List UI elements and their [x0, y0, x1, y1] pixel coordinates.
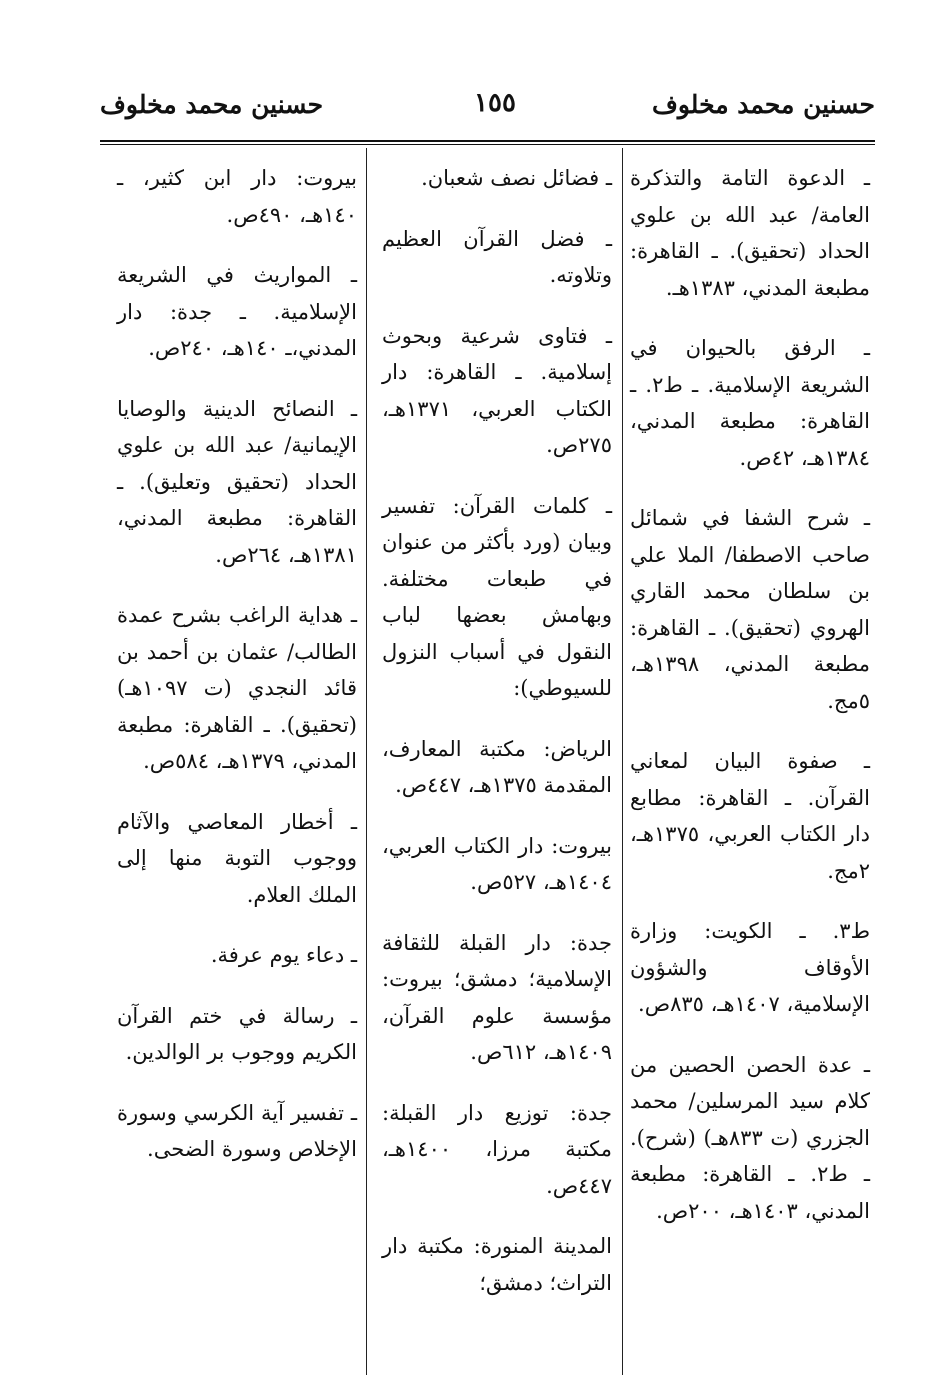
bibliography-entry: ـ فضل القرآن العظيم وتلاوته. [382, 226, 612, 287]
bibliography-entry: ـ كلمات القرآن: تفسير وبيان (ورد بأكثر من عنوان في طبعات مختلفة. وبهامش بعضها لباب النقول في أسباب النزول للسيوطي): [382, 493, 612, 700]
bibliography-entry: ـ النصائح الدينية والوصايا الإيمانية/ عبد الله بن علوي الحداد (تحقيق وتعليق). ـ القاهرة: مطبعة المدني، ١٣٨١هـ، ٢٦٤ص. [117, 396, 357, 567]
bibliography-entry: الرياض: مكتبة المعارف، المقدمة ١٣٧٥هـ، ٤٤٧ص. [382, 736, 612, 797]
running-head-right: حسنين محمد مخلوف [651, 90, 875, 119]
page-header [100, 82, 875, 142]
header-rule [100, 140, 875, 142]
bibliography-entry: ط٣. ـ الكويت: وزارة الأوقاف والشؤون الإسلامية، ١٤٠٧هـ، ٨٣٥ص. [630, 919, 870, 1016]
bibliography-entry: ـ فتاوى شرعية وبحوث إسلامية. ـ القاهرة: دار الكتاب العربي، ١٣٧١هـ، ٢٧٥ص. [382, 323, 612, 457]
bibliography-entry: جدة: دار القبلة للثقافة الإسلامية؛ دمشق؛ بيروت: مؤسسة علوم القرآن، ١٤٠٩هـ، ٦١٢ص. [382, 930, 612, 1064]
column-divider-left [366, 148, 367, 1375]
running-head-left: حسنين محمد مخلوف [100, 90, 324, 119]
header-rule-thin [100, 144, 875, 145]
bibliography-entry: ـ عدة الحصن الحصين من كلام سيد المرسلين/ محمد الجزري (ت ٨٣٣هـ) (شرح). ـ ط٢. ـ القاهرة: مطبعة المدني، ١٤٠٣هـ، ٢٠٠ص. [630, 1052, 870, 1223]
bibliography-entry: ـ دعاء يوم عرفة. [210, 943, 357, 967]
bibliography-entry: ـ الرفق بالحيوان في الشريعة الإسلامية. ـ ط٢. ـ القاهرة: مطبعة المدني، ١٣٨٤هـ، ٤٢ص. [630, 336, 870, 470]
column-left [117, 160, 357, 1345]
bibliography-entry: ـ أخطار المعاصي والآثام ووجوب التوبة منها إلى الملك العلام. [117, 809, 357, 907]
bibliography-entry: ـ هداية الراغب بشرح عمدة الطالب/ عثمان بن أحمد بن قائد النجدي (ت ١٠٩٧هـ) (تحقيق). ـ القاهرة: مطبعة المدني، ١٣٧٩هـ، ٥٨٤ص. [117, 603, 357, 773]
column-right [630, 160, 870, 1345]
bibliography-entry: ـ فضائل نصف شعبان. [421, 166, 612, 190]
bibliography-entry: بيروت: دار الكتاب العربي، ١٤٠٤هـ، ٥٢٧ص. [382, 833, 612, 894]
column-divider-right [622, 148, 623, 1375]
bibliography-entry: ـ المواريث في الشريعة الإسلامية. ـ جدة: دار المدني،ـ ١٤٠هـ، ٢٤٠ص. [117, 263, 357, 360]
page-number: ١٥٥ [474, 88, 516, 118]
bibliography-entry: ـ رسالة في ختم القرآن الكريم ووجوب بر الوالدين. [117, 1003, 357, 1064]
bibliography-entry: ـ الدعوة التامة والتذكرة العامة/ عبد الله بن علوي الحداد (تحقيق). ـ القاهرة: مطبعة المدني، ١٣٨٣هـ. [630, 166, 870, 300]
bibliography-entry: ـ شرح الشفا في شمائل صاحب الاصطفا/ الملا علي بن سلطان محمد القاري الهروي (تحقيق). ـ القاهرة: مطبعة المدني، ١٣٩٨هـ، ٥مج. [630, 506, 870, 713]
bibliography-entry: ـ صفوة البيان لمعاني القرآن. ـ القاهرة: مطابع دار الكتاب العربي، ١٣٧٥هـ، ٢مج. [630, 749, 870, 883]
column-middle [382, 160, 612, 1345]
bibliography-entry: المدينة المنورة: مكتبة دار التراث؛ دمشق؛ [382, 1234, 612, 1295]
bibliography-entry: ـ تفسير آية الكرسي وسورة الإخلاص وسورة الضحى. [117, 1100, 357, 1161]
bibliography-entry: بيروت: دار ابن كثير، ـ ١٤٠هـ، ٤٩٠ص. [117, 166, 357, 227]
bibliography-entry: جدة: توزيع دار القبلة: مكتبة مرزا، ١٤٠٠هـ، ٤٤٧ص. [382, 1100, 612, 1198]
